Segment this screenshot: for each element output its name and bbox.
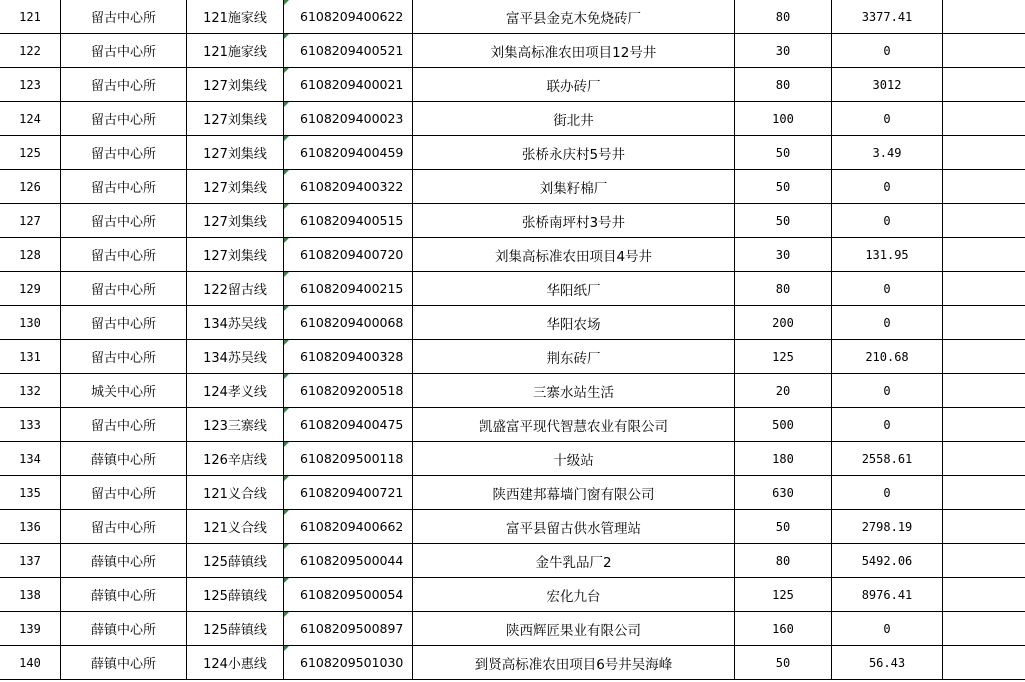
line-cell[interactable]: 127刘集线 [187,204,284,238]
customer-name-cell[interactable]: 富平县留古供水管理站 [413,510,735,544]
unit-cell[interactable]: 留古中心所 [61,204,187,238]
account-code-text: 6108209400021 [300,77,404,92]
empty-cell[interactable] [943,204,1025,238]
customer-name-cell[interactable]: 街北井 [413,102,735,136]
number-as-text-flag-icon [284,578,289,583]
account-code-text: 6108209400322 [300,179,404,194]
row-number-cell[interactable]: 135 [0,476,61,510]
table-row [0,68,1025,102]
account-code-cell[interactable] [284,306,413,340]
table-row [0,238,1025,272]
unit-cell[interactable]: 薛镇中心所 [61,544,187,578]
capacity-cell[interactable]: 80 [735,68,832,102]
table-row [0,0,1025,34]
unit-cell[interactable]: 薛镇中心所 [61,578,187,612]
account-code-text: 6108209500054 [300,587,404,602]
row-number-cell[interactable]: 134 [0,442,61,476]
row-number-cell[interactable]: 137 [0,544,61,578]
capacity-cell[interactable]: 50 [735,136,832,170]
value-cell[interactable]: 0 [832,170,943,204]
account-code-cell[interactable] [284,646,413,680]
capacity-cell[interactable]: 20 [735,374,832,408]
row-number-cell[interactable]: 131 [0,340,61,374]
customer-name-cell[interactable]: 刘集籽棉厂 [413,170,735,204]
row-number-cell[interactable]: 140 [0,646,61,680]
empty-cell[interactable] [943,0,1025,34]
capacity-cell[interactable]: 100 [735,102,832,136]
account-code-text: 6108209500118 [300,451,404,466]
customer-name-cell[interactable]: 荆东砖厂 [413,340,735,374]
line-cell[interactable]: 124小惠线 [187,646,284,680]
account-code-cell[interactable] [284,102,413,136]
row-number-cell[interactable]: 127 [0,204,61,238]
line-cell[interactable]: 127刘集线 [187,102,284,136]
unit-cell[interactable]: 留古中心所 [61,68,187,102]
number-as-text-flag-icon [284,306,289,311]
number-as-text-flag-icon [284,408,289,413]
number-as-text-flag-icon [284,272,289,277]
value-cell[interactable]: 0 [832,408,943,442]
capacity-cell[interactable]: 500 [735,408,832,442]
capacity-cell[interactable]: 30 [735,34,832,68]
empty-cell[interactable] [943,306,1025,340]
number-as-text-flag-icon [284,34,289,39]
account-code-text: 6108209500044 [300,553,404,568]
line-cell[interactable]: 125薛镇线 [187,578,284,612]
value-cell[interactable]: 0 [832,102,943,136]
line-cell[interactable]: 134苏吴线 [187,306,284,340]
unit-cell[interactable]: 留古中心所 [61,408,187,442]
number-as-text-flag-icon [284,170,289,175]
row-number-cell[interactable]: 139 [0,612,61,646]
account-code-cell[interactable] [284,68,413,102]
account-code-cell[interactable] [284,578,413,612]
unit-cell[interactable]: 薛镇中心所 [61,646,187,680]
customer-name-cell[interactable]: 宏化九台 [413,578,735,612]
table-row [0,102,1025,136]
number-as-text-flag-icon [284,442,289,447]
account-code-text: 6108209400475 [300,417,404,432]
account-code-cell[interactable] [284,510,413,544]
line-cell[interactable]: 121施家线 [187,0,284,34]
line-cell[interactable]: 127刘集线 [187,68,284,102]
row-number-cell[interactable]: 138 [0,578,61,612]
empty-cell[interactable] [943,544,1025,578]
account-code-cell[interactable] [284,442,413,476]
account-code-text: 6108209400328 [300,349,404,364]
number-as-text-flag-icon [284,136,289,141]
unit-cell[interactable]: 城关中心所 [61,374,187,408]
table-row [0,136,1025,170]
capacity-cell[interactable]: 160 [735,612,832,646]
row-number-cell[interactable]: 136 [0,510,61,544]
number-as-text-flag-icon [284,340,289,345]
number-as-text-flag-icon [284,68,289,73]
row-number-cell[interactable]: 133 [0,408,61,442]
value-cell[interactable]: 0 [832,204,943,238]
table-row [0,510,1025,544]
number-as-text-flag-icon [284,510,289,515]
line-cell[interactable]: 127刘集线 [187,238,284,272]
account-code-cell[interactable] [284,34,413,68]
row-number-cell[interactable]: 129 [0,272,61,306]
table-row [0,442,1025,476]
empty-cell[interactable] [943,170,1025,204]
number-as-text-flag-icon [284,204,289,209]
empty-cell[interactable] [943,646,1025,680]
number-as-text-flag-icon [284,0,289,5]
line-cell[interactable]: 127刘集线 [187,136,284,170]
capacity-cell[interactable]: 50 [735,510,832,544]
line-cell[interactable]: 121施家线 [187,34,284,68]
line-cell[interactable]: 125薛镇线 [187,544,284,578]
table-row [0,612,1025,646]
account-code-text: 6108209400068 [300,315,404,330]
customer-name-cell[interactable]: 联办砖厂 [413,68,735,102]
table-row [0,476,1025,510]
account-code-cell[interactable] [284,272,413,306]
capacity-cell[interactable]: 80 [735,0,832,34]
unit-cell[interactable]: 留古中心所 [61,238,187,272]
capacity-cell[interactable]: 125 [735,578,832,612]
number-as-text-flag-icon [284,476,289,481]
unit-cell[interactable]: 留古中心所 [61,476,187,510]
account-code-cell[interactable] [284,476,413,510]
empty-cell[interactable] [943,408,1025,442]
line-cell[interactable]: 124孝义线 [187,374,284,408]
value-cell[interactable]: 0 [832,374,943,408]
unit-cell[interactable]: 薛镇中心所 [61,442,187,476]
capacity-cell[interactable]: 50 [735,170,832,204]
table-row [0,408,1025,442]
account-code-text: 6108209400459 [300,145,404,160]
capacity-cell[interactable]: 80 [735,544,832,578]
empty-cell[interactable] [943,68,1025,102]
account-code-cell[interactable] [284,408,413,442]
capacity-cell[interactable]: 180 [735,442,832,476]
empty-cell[interactable] [943,136,1025,170]
row-number-cell[interactable]: 128 [0,238,61,272]
customer-name-cell[interactable]: 凯盛富平现代智慧农业有限公司 [413,408,735,442]
row-number-cell[interactable]: 125 [0,136,61,170]
unit-cell[interactable]: 留古中心所 [61,136,187,170]
line-cell[interactable]: 125薛镇线 [187,612,284,646]
value-cell[interactable]: 3.49 [832,136,943,170]
capacity-cell[interactable]: 30 [735,238,832,272]
account-code-cell[interactable] [284,0,413,34]
account-code-text: 6108209400023 [300,111,404,126]
account-code-text: 6108209400662 [300,519,404,534]
value-cell[interactable]: 3012 [832,68,943,102]
capacity-cell[interactable]: 630 [735,476,832,510]
unit-cell[interactable]: 留古中心所 [61,102,187,136]
account-code-text: 6108209501030 [300,655,404,670]
number-as-text-flag-icon [284,238,289,243]
unit-cell[interactable]: 留古中心所 [61,340,187,374]
table-row [0,544,1025,578]
empty-cell[interactable] [943,340,1025,374]
account-code-cell[interactable] [284,238,413,272]
row-number-cell[interactable]: 124 [0,102,61,136]
unit-cell[interactable]: 留古中心所 [61,34,187,68]
unit-cell[interactable]: 留古中心所 [61,170,187,204]
table-row [0,578,1025,612]
value-cell[interactable]: 3377.41 [832,0,943,34]
empty-cell[interactable] [943,272,1025,306]
number-as-text-flag-icon [284,646,289,651]
customer-name-cell[interactable]: 华阳纸厂 [413,272,735,306]
table-row [0,646,1025,680]
table-row [0,306,1025,340]
capacity-cell[interactable]: 125 [735,340,832,374]
account-code-cell[interactable] [284,340,413,374]
table-row [0,170,1025,204]
empty-cell[interactable] [943,102,1025,136]
account-code-text: 6108209200518 [300,383,404,398]
customer-name-cell[interactable]: 陕西辉匠果业有限公司 [413,612,735,646]
line-cell[interactable]: 126辛店线 [187,442,284,476]
row-number-cell[interactable]: 123 [0,68,61,102]
unit-cell[interactable]: 留古中心所 [61,0,187,34]
number-as-text-flag-icon [284,544,289,549]
account-code-cell[interactable] [284,612,413,646]
customer-name-cell[interactable]: 张桥南坪村3号井 [413,204,735,238]
account-code-cell[interactable] [284,170,413,204]
account-code-cell[interactable] [284,136,413,170]
customer-name-cell[interactable]: 十级站 [413,442,735,476]
line-cell[interactable]: 121义合线 [187,476,284,510]
account-code-cell[interactable] [284,544,413,578]
table-row [0,34,1025,68]
table-row [0,340,1025,374]
line-cell[interactable]: 127刘集线 [187,170,284,204]
value-cell[interactable]: 2558.61 [832,442,943,476]
value-cell[interactable]: 0 [832,612,943,646]
capacity-cell[interactable]: 50 [735,646,832,680]
account-code-cell[interactable] [284,374,413,408]
account-code-text: 6108209500897 [300,621,404,636]
account-code-cell[interactable] [284,204,413,238]
row-number-cell[interactable]: 122 [0,34,61,68]
empty-cell[interactable] [943,510,1025,544]
account-code-text: 6108209400720 [300,247,404,262]
empty-cell[interactable] [943,34,1025,68]
value-cell[interactable]: 0 [832,306,943,340]
empty-cell[interactable] [943,238,1025,272]
empty-cell[interactable] [943,442,1025,476]
value-cell[interactable]: 56.43 [832,646,943,680]
row-number-cell[interactable]: 126 [0,170,61,204]
number-as-text-flag-icon [284,612,289,617]
empty-cell[interactable] [943,612,1025,646]
number-as-text-flag-icon [284,102,289,107]
customer-name-cell[interactable]: 刘集高标准农田项目4号井 [413,238,735,272]
value-cell[interactable]: 131.95 [832,238,943,272]
line-cell[interactable]: 123三寨线 [187,408,284,442]
capacity-cell[interactable]: 80 [735,272,832,306]
customer-name-cell[interactable]: 华阳农场 [413,306,735,340]
value-cell[interactable]: 0 [832,272,943,306]
table-row [0,374,1025,408]
empty-cell[interactable] [943,578,1025,612]
customer-name-cell[interactable]: 金牛乳品厂2 [413,544,735,578]
empty-cell[interactable] [943,374,1025,408]
customer-name-cell[interactable]: 三寨水站生活 [413,374,735,408]
value-cell[interactable]: 210.68 [832,340,943,374]
account-code-text: 6108209400515 [300,213,404,228]
customer-name-cell[interactable]: 富平县金克木免烧砖厂 [413,0,735,34]
row-number-cell[interactable]: 132 [0,374,61,408]
value-cell[interactable]: 8976.41 [832,578,943,612]
value-cell[interactable]: 0 [832,476,943,510]
row-number-cell[interactable]: 121 [0,0,61,34]
line-cell[interactable]: 134苏吴线 [187,340,284,374]
number-as-text-flag-icon [284,374,289,379]
account-code-text: 6108209400521 [300,43,404,58]
row-number-cell[interactable]: 130 [0,306,61,340]
line-cell[interactable]: 121义合线 [187,510,284,544]
customer-name-cell[interactable]: 陕西建邦幕墙门窗有限公司 [413,476,735,510]
unit-cell[interactable]: 薛镇中心所 [61,612,187,646]
account-code-text: 6108209400622 [300,9,404,24]
account-code-text: 6108209400721 [300,485,404,500]
unit-cell[interactable]: 留古中心所 [61,510,187,544]
value-cell[interactable]: 5492.06 [832,544,943,578]
unit-cell[interactable]: 留古中心所 [61,272,187,306]
table-row [0,204,1025,238]
customer-name-cell[interactable]: 到贤高标准农田项目6号井吴海峰 [413,646,735,680]
line-cell[interactable]: 122留古线 [187,272,284,306]
table-row [0,272,1025,306]
unit-cell[interactable]: 留古中心所 [61,306,187,340]
capacity-cell[interactable]: 200 [735,306,832,340]
value-cell[interactable]: 2798.19 [832,510,943,544]
value-cell[interactable]: 0 [832,34,943,68]
customer-name-cell[interactable]: 刘集高标准农田项目12号井 [413,34,735,68]
account-code-text: 6108209400215 [300,281,404,296]
customer-name-cell[interactable]: 张桥永庆村5号井 [413,136,735,170]
empty-cell[interactable] [943,476,1025,510]
capacity-cell[interactable]: 50 [735,204,832,238]
